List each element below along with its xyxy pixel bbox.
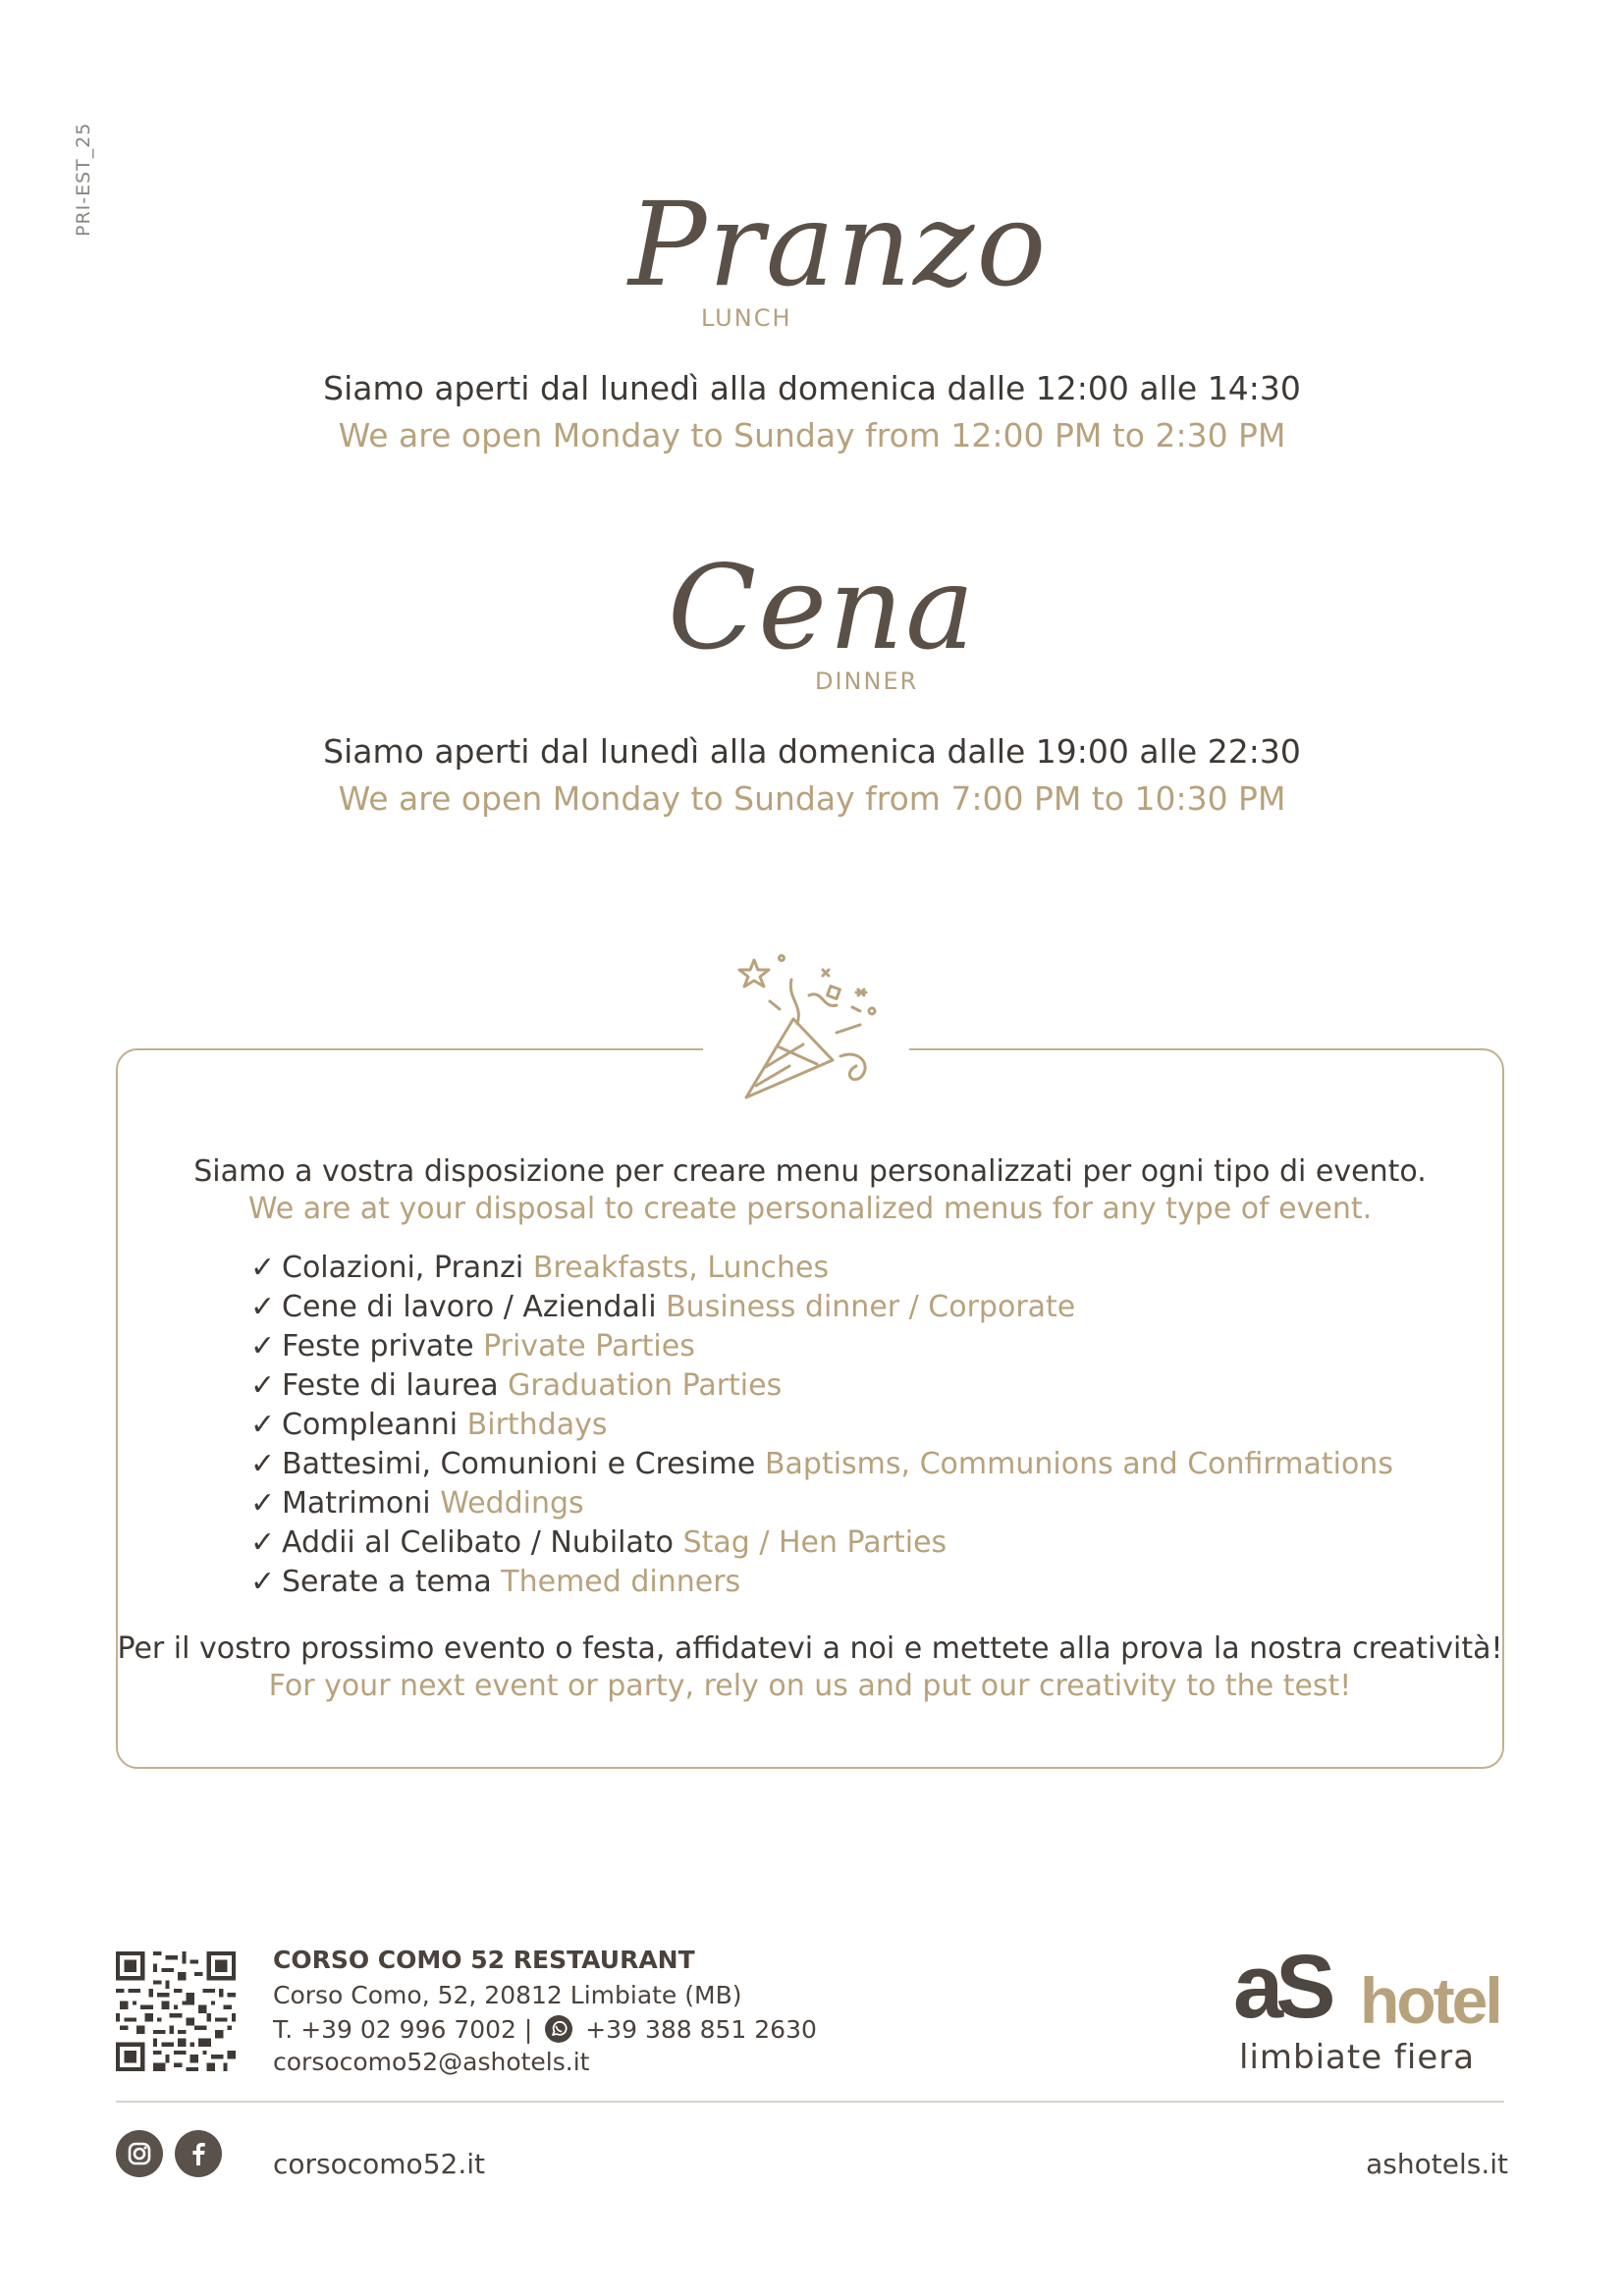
- restaurant-name: CORSO COMO 52 RESTAURANT: [273, 1946, 695, 1974]
- list-item: ✓ Cene di lavoro / Aziendali Business dinner / Corporate: [250, 1288, 1429, 1327]
- list-item: ✓ Feste private Private Parties: [250, 1327, 1429, 1366]
- check-icon: ✓: [250, 1525, 276, 1560]
- footer-divider: [116, 2101, 1504, 2103]
- document-code: PRI-EST_25: [73, 122, 94, 238]
- restaurant-phone[interactable]: T. +39 02 996 7002 |: [273, 2015, 533, 2044]
- list-item: ✓ Addii al Celibato / Nubilato Stag / Hen Parties: [250, 1523, 1429, 1563]
- hotel-logo-word: hotel: [1360, 1964, 1500, 2037]
- hotel-logo-subtitle: limbiate fiera: [1239, 2038, 1476, 2077]
- lunch-subtitle: LUNCH: [701, 304, 792, 332]
- party-popper-icon: [734, 950, 892, 1107]
- list-item: ✓ Serate a tema Themed dinners: [250, 1563, 1429, 1602]
- dinner-subtitle: DINNER: [815, 667, 919, 695]
- lunch-title: Pranzo: [628, 177, 1049, 312]
- list-item: ✓ Compleanni Birthdays: [250, 1406, 1429, 1445]
- events-intro-it: Siamo a vostra disposizione per creare menu personalizzati per ogni tipo di evento.: [193, 1154, 1427, 1189]
- facebook-icon[interactable]: [175, 2130, 222, 2177]
- qr-code-icon[interactable]: [116, 1951, 236, 2071]
- check-icon: ✓: [250, 1565, 276, 1599]
- check-icon: ✓: [250, 1290, 276, 1324]
- dinner-hours-it: Siamo aperti dal lunedì alla domenica dalle 19:00 alle 22:30: [323, 732, 1301, 771]
- lunch-hours-en: We are open Monday to Sunday from 12:00 PM to 2:30 PM: [338, 416, 1286, 454]
- list-item: ✓ Matrimoni Weddings: [250, 1484, 1429, 1523]
- check-icon: ✓: [250, 1408, 276, 1442]
- restaurant-phone-line: [273, 2014, 817, 2044]
- list-item: ✓ Colazioni, Pranzi Breakfasts, Lunches: [250, 1249, 1429, 1288]
- events-intro-en: We are at your disposal to create personalized menus for any type of event.: [247, 1192, 1373, 1226]
- check-icon: ✓: [250, 1251, 276, 1285]
- website-link-corsocomo[interactable]: corsocomo52.it: [273, 2148, 485, 2180]
- check-icon: ✓: [250, 1486, 276, 1521]
- instagram-icon[interactable]: [116, 2130, 163, 2177]
- check-icon: ✓: [250, 1368, 276, 1403]
- dinner-hours-en: We are open Monday to Sunday from 7:00 PM to 10:30 PM: [338, 779, 1286, 818]
- dinner-title: Cena: [668, 540, 977, 675]
- list-item: ✓ Battesimi, Comunioni e Cresime Baptisms, Communions and Confirmations: [250, 1445, 1429, 1484]
- restaurant-email[interactable]: corsocomo52@ashotels.it: [273, 2048, 590, 2076]
- check-icon: ✓: [250, 1447, 276, 1481]
- list-item: ✓ Feste di laurea Graduation Parties: [250, 1366, 1429, 1406]
- events-outro-it: Per il vostro prossimo evento o festa, affidatevi a noi e mettete alla prova la nostra creatività!: [117, 1631, 1503, 1666]
- website-link-ashotels[interactable]: ashotels.it: [1366, 2148, 1508, 2180]
- events-list: [250, 1249, 1429, 1602]
- restaurant-address: Corso Como, 52, 20812 Limbiate (MB): [273, 1981, 742, 2009]
- check-icon: ✓: [250, 1329, 276, 1363]
- whatsapp-number[interactable]: +39 388 851 2630: [585, 2015, 817, 2044]
- hotel-logo-mark: aS: [1233, 1937, 1328, 2037]
- whatsapp-icon: [544, 2014, 573, 2044]
- lunch-hours-it: Siamo aperti dal lunedì alla domenica dalle 12:00 alle 14:30: [323, 369, 1301, 407]
- events-outro-en: For your next event or party, rely on us and put our creativity to the test!: [268, 1669, 1352, 1703]
